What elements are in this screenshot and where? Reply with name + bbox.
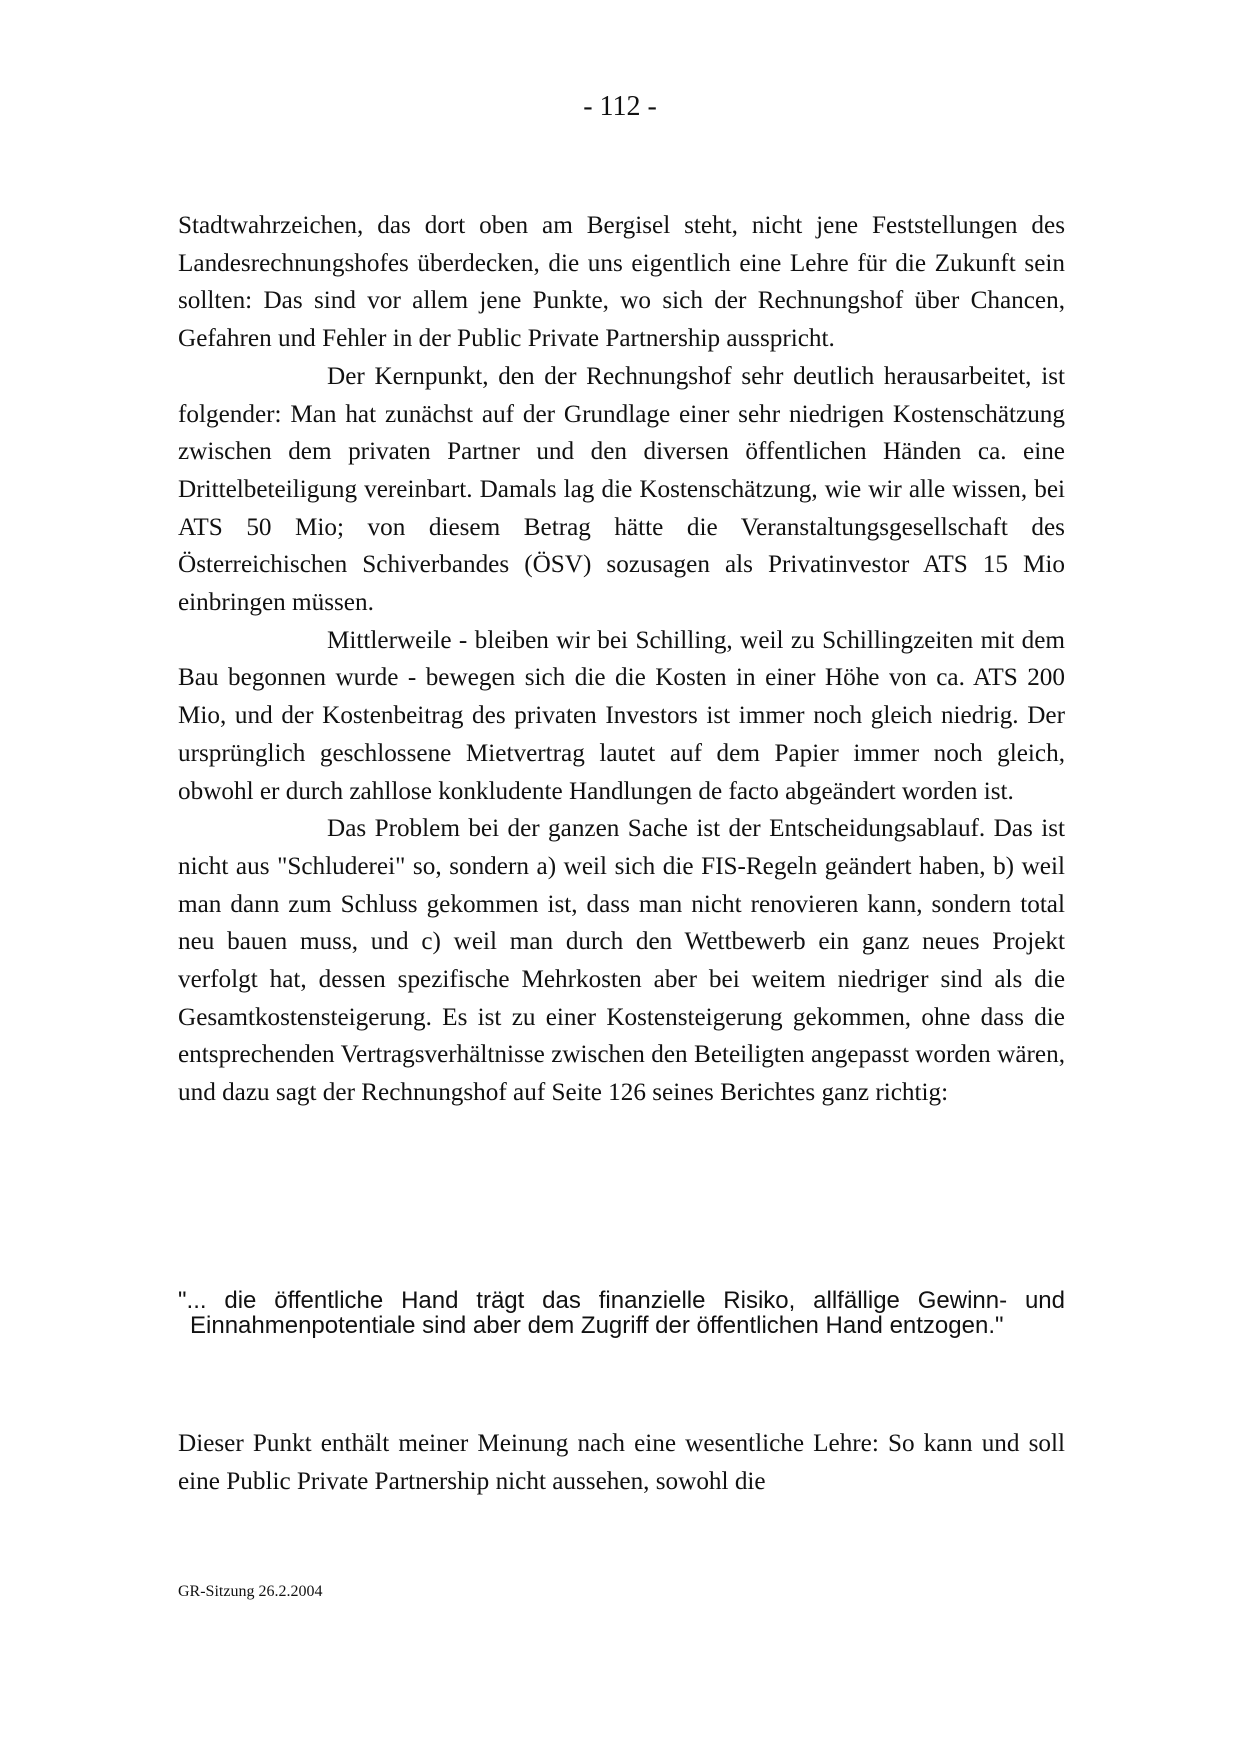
block-quote <box>178 1288 1065 1338</box>
paragraph-4: Das Problem bei der ganzen Sache ist der Entscheidungsablauf. Das ist nicht aus "Schluderei" so, sondern a) weil sich die FIS-Regeln geändert haben, b) weil man dann zum Schluss gekommen ist, dass man nicht renovieren kann, sondern total neu bauen muss, und c) weil man durch den Wettbewerb ein ganz neues Projekt verfolgt hat, dessen spezifische Mehrkosten aber bei weitem niedriger sind als die Gesamtkostensteigerung. Es ist zu einer Kostensteigerung gekommen, ohne dass die entsprechenden Vertragsverhältnisse zwischen den Beteiligten angepasst worden wären, und dazu sagt der Rechnungshof auf Seite 126 seines Berichtes ganz richtig: <box>178 815 1065 1107</box>
paragraph-closing: Dieser Punkt enthält meiner Meinung nach eine wesentliche Lehre: So kann und soll eine Public Private Partnership nicht aussehen, sowohl die <box>178 1430 1065 1495</box>
body-text <box>178 207 1065 1112</box>
paragraph-2: Der Kernpunkt, den der Rechnungshof sehr deutlich herausarbeitet, ist folgender: Man hat zunächst auf der Grundlage einer sehr niedrigen Kostenschätzung zwischen dem privaten Partner und den diversen öffentlichen Händen ca. eine Drittelbeteiligung vereinbart. Damals lag die Kostenschätzung, wie wir alle wissen, bei ATS 50 Mio; von diesem Betrag hätte die Veranstaltungsgesellschaft des Österreichischen Schiverbandes (ÖSV) sozusagen als Privatinvestor ATS 15 Mio einbringen müssen. <box>178 362 1065 617</box>
paragraph-1: Stadtwahrzeichen, das dort oben am Bergisel steht, nicht jene Feststellungen des Landesrechnungshofes überdecken, die uns eigentlich eine Lehre für die Zukunft sein sollten: Das sind vor allem jene Punkte, wo sich der Rechnungshof über Chancen, Gefahren und Fehler in der Public Private Partnership ausspricht. <box>178 212 1065 353</box>
paragraph-3: Mittlerweile - bleiben wir bei Schilling, weil zu Schillingzeiten mit dem Bau begonnen wurde - bewegen sich die die Kosten in einer Höhe von ca. ATS 200 Mio, und der Kostenbeitrag des privaten Investors ist immer noch gleich niedrig. Der ursprünglich geschlossene Mietvertrag lautet auf dem Papier immer noch gleich, obwohl er durch zahllose konkludente Handlungen de facto abgeändert worden ist. <box>178 626 1065 805</box>
page-number: - 112 - <box>583 91 657 122</box>
quote-text: "... die öffentliche Hand trägt das finanzielle Risiko, allfällige Gewinn- und Einnahmenpotentiale sind aber dem Zugriff der öffentlichen Hand entzogen." <box>178 1287 1065 1339</box>
footer-label: GR-Sitzung 26.2.2004 <box>178 1583 323 1600</box>
closing-text <box>178 1425 1065 1500</box>
